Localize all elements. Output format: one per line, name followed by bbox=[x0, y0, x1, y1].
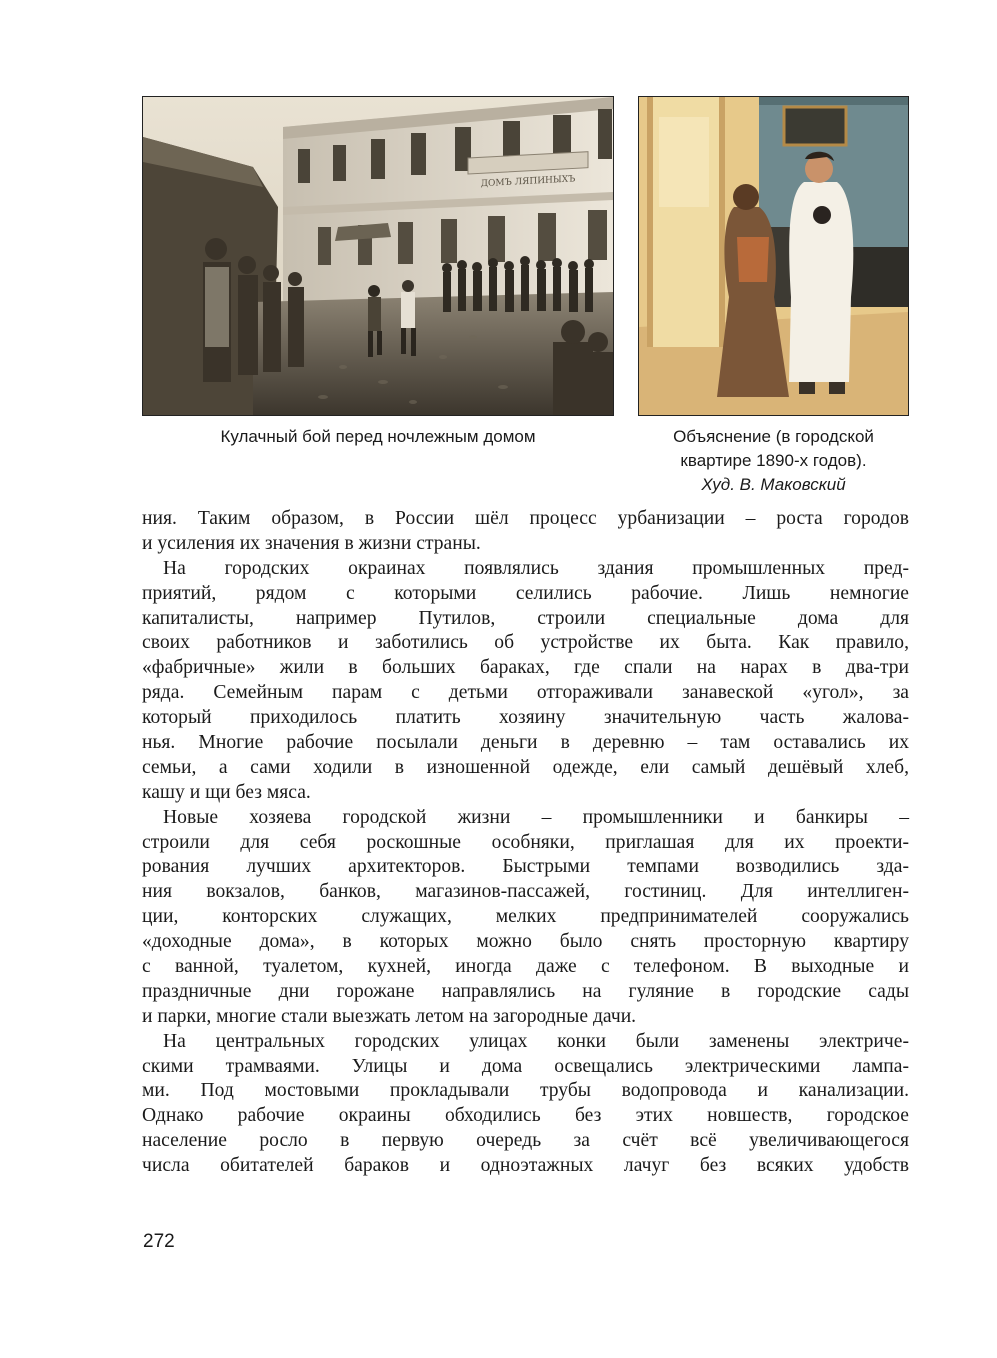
building-sign: ДОМЪ ЛЯПИНЫХЪ bbox=[480, 174, 576, 190]
caption-fist-fight: Кулачный бой перед ночлежным домом bbox=[220, 427, 536, 446]
photo-fist-fight-illustration bbox=[143, 97, 613, 415]
text-line: семьи, а сами ходили в изношенной одежде, ели самый дешёвый хлеб, bbox=[142, 756, 909, 778]
text-line: строили для себя роскошные особняки, приглашая для их проекти- bbox=[142, 831, 909, 853]
caption-obyasnenie-line-2: квартире 1890-х годов). bbox=[680, 451, 867, 470]
text-line: числа обитателей бараков и одноэтажных лачуг без всяких удобств bbox=[142, 1155, 909, 1177]
caption-obyasnenie bbox=[628, 425, 919, 497]
text-line: Однако рабочие окраины обходились без этих новшеств, городское bbox=[142, 1105, 909, 1127]
text-line: рования лучших архитекторов. Быстрыми темпами возводились зда- bbox=[142, 856, 909, 878]
text-line: своих работников и заботились об устройстве их быта. Как правило, bbox=[142, 632, 909, 654]
text-line: ми. Под мостовыми прокладывали трубы водопровода и канализации. bbox=[142, 1080, 909, 1102]
text-line: ния вокзалов, банков, магазинов-пассажей, гостиниц. Для интеллиген- bbox=[142, 881, 909, 903]
caption-author: Худ. В. Маковский bbox=[701, 475, 846, 494]
text-line: кашу и щи без мяса. bbox=[142, 781, 311, 803]
text-line: «фабричные» жили в больших бараках, где спали на нарах в два-три bbox=[142, 657, 909, 679]
text-line: с ванной, туалетом, кухней, иногда даже с телефоном. В выходные и bbox=[142, 956, 909, 978]
text-line: приятий, рядом с которыми селились рабочие. Лишь немногие bbox=[142, 582, 909, 604]
text-line: нья. Многие рабочие посылали деньги в деревню – там оставались их bbox=[142, 732, 909, 754]
text-line: На центральных городских улицах конки были заменены электриче- bbox=[163, 1030, 909, 1052]
text-line: и парки, многие стали выезжать летом на загородные дачи. bbox=[142, 1005, 637, 1027]
paragraph-4 bbox=[142, 1030, 909, 1179]
text-line: скими трамваями. Улицы и дома освещались электрическими лампа- bbox=[142, 1055, 909, 1077]
text-line: праздничные дни горожане направлялись на гуляние в городские сады bbox=[142, 980, 909, 1002]
text-line: ния. Таким образом, в России шёл процесс урбанизации – роста городов bbox=[142, 508, 909, 529]
painting-obyasnenie bbox=[638, 96, 909, 416]
text-line: население росло в первую очередь за счёт всё увеличивающегося bbox=[142, 1130, 909, 1152]
photo-fist-fight bbox=[142, 96, 614, 416]
body-text bbox=[142, 507, 909, 1179]
text-line: который приходилось платить хозяину значительную часть жалова- bbox=[142, 707, 909, 729]
paragraph-1 bbox=[142, 507, 909, 557]
text-line: капиталисты, например Путилов, строили специальные дома для bbox=[142, 607, 909, 629]
page-number: 272 bbox=[143, 1231, 175, 1252]
painting-obyasnenie-illustration bbox=[639, 97, 908, 415]
text-line: На городских окраинах появлялись здания промышленных пред- bbox=[163, 557, 909, 579]
text-line: ряда. Семейным парам с детьми отгораживали занавеской «угол», за bbox=[142, 682, 909, 704]
text-line: «доходные дома», в которых можно было снять просторную квартиру bbox=[142, 931, 909, 953]
text-line: и усиления их значения в жизни страны. bbox=[142, 532, 481, 554]
text-line: Новые хозяева городской жизни – промышленники и банкиры – bbox=[163, 806, 909, 828]
caption-obyasnenie-line-1: Объяснение (в городской bbox=[673, 427, 874, 446]
paragraph-3 bbox=[142, 806, 909, 1030]
text-line: ции, конторских служащих, мелких предпринимателей сооружались bbox=[142, 906, 909, 928]
paragraph-2 bbox=[142, 557, 909, 806]
